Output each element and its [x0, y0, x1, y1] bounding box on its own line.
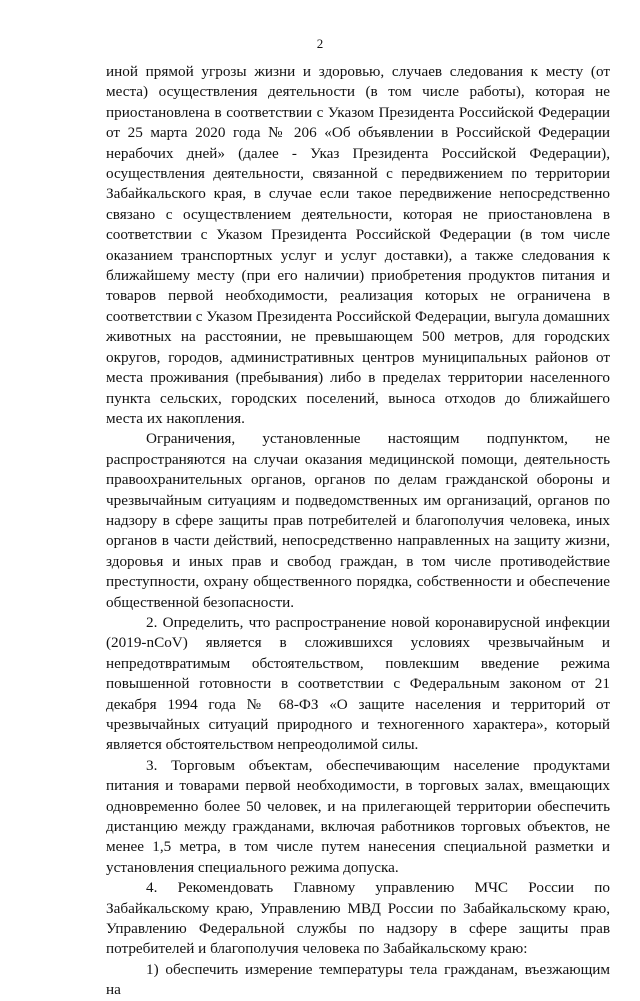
paragraph-item-4: 4. Рекомендовать Главному управлению МЧС России по Забайкальскому краю, Управлению МВД России по Забайкальскому краю, Управлению Федеральной службы по надзору в сфере защиты прав потребителей и благополучия человека по Забайкальскому краю:: [106, 879, 610, 958]
paragraph-continuation: иной прямой угрозы жизни и здоровью, случаев следования к месту (от места) осуществления деятельности (в том числе работы), которая не приостановлена в соответствии с Указом Президента Российской Федерации от 25 марта 2020 года № 206 «Об объявлении в Российской Федерации нерабочих дней» (далее - Указ Президента Российской Федерации), осуществления деятельности, связанной с передвижением по территории Забайкальского края, в случае если такое передвижение непосредственно связано с осуществлением деятельности, которая не приостановлена в соответствии с Указом Президента Российской Федерации (в том числе оказанием транспортных услуг и услуг доставки), а также следования к ближайшему месту (при его наличии) приобретения продуктов питания и товаров первой необходимости, реализация которых не ограничена в соответствии с Указом Президента Российской Федерации, выгула домашних животных на расстоянии, не превышающем 500 метров, для городских округов, городов, административных центров муниципальных районов от места проживания (пребывания) либо в пределах территории населенного пункта сельских, городских поселений, выноса отходов до ближайшего места их накопления.: [106, 63, 610, 427]
paragraph-restrictions-exceptions: Ограничения, установленные настоящим подпунктом, не распространяются на случаи оказания медицинской помощи, деятельность правоохранительных органов, органов по делам гражданской обороны и чрезвычайным ситуациям и подведомственных им организаций, органов по надзору в сфере защиты прав потребителей и благополучия человека, иных органов в части действий, непосредственно направленных на защиту жизни, здоровья и иных прав и свобод граждан, в том числе противодействие преступности, охрану общественного порядка, собственности и обеспечение общественной безопасности.: [106, 430, 610, 611]
paragraph-item-3: 3. Торговым объектам, обеспечивающим население продуктами питания и товарами первой необходимости, в торговых залах, вмещающих одновременно более 50 человек, и на прилегающей территории обеспечить дистанцию между гражданами, включая работников торговых объектов, не менее 1,5 метра, в том числе путем нанесения специальной разметки и установления специального режима допуска.: [106, 756, 610, 876]
page-number: 2: [316, 36, 324, 51]
paragraph-item-4-1: 1) обеспечить измерение температуры тела гражданам, въезжающим на: [106, 960, 610, 999]
paragraph-item-2: 2. Определить, что распространение новой коронавирусной инфекции (2019-nCoV) является в сложившихся условиях чрезвычайным и непредотвратимым обстоятельством, повлекшим введение режима повышенной готовности в соответствии с Федеральным законом от 21 декабря 1994 года № 68-ФЗ «О защите населения и территорий от чрезвычайных ситуаций природного и техногенного характера», который является обстоятельством непреодолимой силы.: [106, 613, 610, 754]
document-body: [106, 62, 610, 1001]
